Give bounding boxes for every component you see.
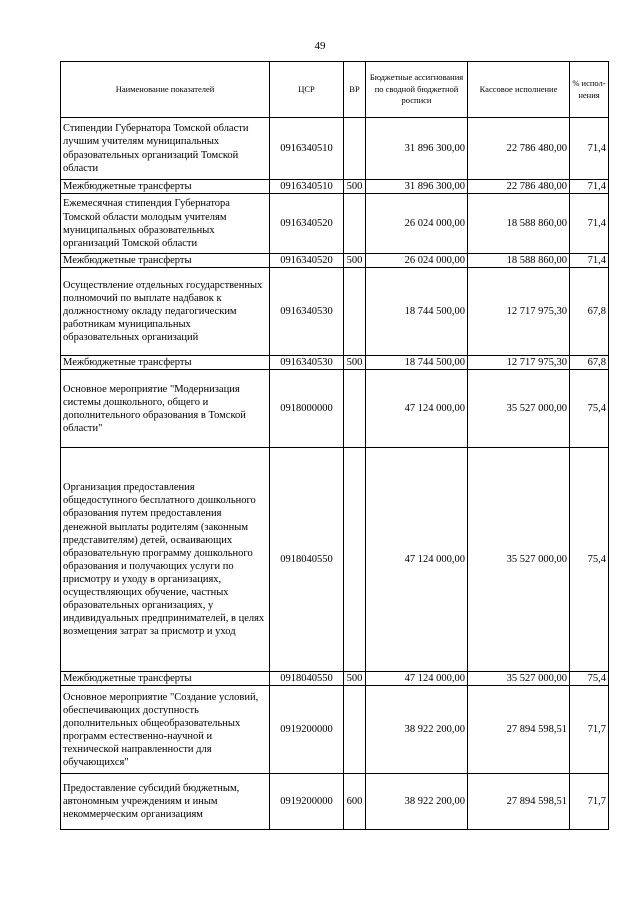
row-percent-cell: 71,7 — [570, 686, 609, 774]
row-allocations-cell: 31 896 300,00 — [366, 180, 468, 194]
row-csr-cell: 0919200000 — [270, 686, 344, 774]
row-vr-cell — [344, 686, 366, 774]
row-allocations-cell: 31 896 300,00 — [366, 118, 468, 180]
row-percent-cell: 71,4 — [570, 118, 609, 180]
row-percent-cell: 67,8 — [570, 268, 609, 356]
row-percent-cell: 67,8 — [570, 356, 609, 370]
row-allocations-cell: 47 124 000,00 — [366, 370, 468, 448]
row-cash-execution-cell: 22 786 480,00 — [468, 180, 570, 194]
row-name-cell: Межбюджетные трансферты — [61, 356, 270, 370]
table-row — [61, 118, 609, 180]
header-cash-execution: Кассовое исполнение — [468, 62, 570, 118]
row-vr-cell: 500 — [344, 180, 366, 194]
row-allocations-cell: 38 922 200,00 — [366, 774, 468, 830]
header-csr: ЦСР — [270, 62, 344, 118]
row-percent-cell: 75,4 — [570, 672, 609, 686]
table-header-row — [61, 62, 609, 118]
row-vr-cell — [344, 370, 366, 448]
row-percent-cell: 75,4 — [570, 370, 609, 448]
row-vr-cell: 500 — [344, 254, 366, 268]
row-csr-cell: 0916340520 — [270, 254, 344, 268]
header-vr: ВР — [344, 62, 366, 118]
table-row — [61, 774, 609, 830]
row-cash-execution-cell: 35 527 000,00 — [468, 672, 570, 686]
table-row — [61, 686, 609, 774]
page-number: 49 — [314, 40, 326, 52]
row-allocations-cell: 26 024 000,00 — [366, 254, 468, 268]
table-row — [61, 370, 609, 448]
row-csr-cell: 0918040550 — [270, 448, 344, 672]
row-name-cell: Ежемесячная стипендия Губернатора Томской области молодым учителям муниципальных образовательных организаций Томской области — [61, 194, 270, 254]
row-csr-cell: 0916340530 — [270, 268, 344, 356]
row-vr-cell — [344, 268, 366, 356]
row-allocations-cell: 47 124 000,00 — [366, 448, 468, 672]
row-csr-cell: 0916340520 — [270, 194, 344, 254]
row-csr-cell: 0916340530 — [270, 356, 344, 370]
row-percent-cell: 71,7 — [570, 774, 609, 830]
row-allocations-cell: 47 124 000,00 — [366, 672, 468, 686]
header-execution-percent: % испол-нения — [570, 62, 609, 118]
table-row — [61, 180, 609, 194]
header-name: Наименование показателей — [61, 62, 270, 118]
row-vr-cell — [344, 118, 366, 180]
row-allocations-cell: 18 744 500,00 — [366, 268, 468, 356]
table-row — [61, 194, 609, 254]
row-cash-execution-cell: 22 786 480,00 — [468, 118, 570, 180]
row-allocations-cell: 18 744 500,00 — [366, 356, 468, 370]
row-percent-cell: 71,4 — [570, 194, 609, 254]
row-name-cell: Стипендии Губернатора Томской области лучшим учителям муниципальных образовательных организаций Томской области — [61, 118, 270, 180]
row-vr-cell — [344, 448, 366, 672]
row-allocations-cell: 38 922 200,00 — [366, 686, 468, 774]
row-vr-cell: 500 — [344, 672, 366, 686]
row-cash-execution-cell: 27 894 598,51 — [468, 686, 570, 774]
row-vr-cell: 600 — [344, 774, 366, 830]
row-csr-cell: 0918040550 — [270, 672, 344, 686]
row-name-cell: Организация предоставления общедоступного бесплатного дошкольного образования путем предоставления денежной выплаты родителям (законным представителям) детей, осваивающих образовательную программу дошкольного образования и получающих услуги по присмотру и уходу в организациях, осуществляющих обучение, частных образовательных организациях, у индивидуальных предпринимателей, в целях возмещения затрат за присмотр и уход — [61, 448, 270, 672]
row-percent-cell: 75,4 — [570, 448, 609, 672]
row-csr-cell: 0916340510 — [270, 180, 344, 194]
row-csr-cell: 0919200000 — [270, 774, 344, 830]
table-row — [61, 268, 609, 356]
row-cash-execution-cell: 27 894 598,51 — [468, 774, 570, 830]
row-name-cell: Основное мероприятие "Создание условий, обеспечивающих доступность дополнительных общеобразовательных программ естественно-научной и технической направленности для обучающихся" — [61, 686, 270, 774]
row-name-cell: Предоставление субсидий бюджетным, автономным учреждениям и иным некоммерческим организациям — [61, 774, 270, 830]
table-row — [61, 448, 609, 672]
table-row — [61, 356, 609, 370]
row-allocations-cell: 26 024 000,00 — [366, 194, 468, 254]
header-allocations: Бюджетные ассигнования по сводной бюджетной росписи — [366, 62, 468, 118]
row-vr-cell: 500 — [344, 356, 366, 370]
row-csr-cell: 0918000000 — [270, 370, 344, 448]
row-name-cell: Межбюджетные трансферты — [61, 672, 270, 686]
row-percent-cell: 71,4 — [570, 254, 609, 268]
row-cash-execution-cell: 18 588 860,00 — [468, 254, 570, 268]
row-csr-cell: 0916340510 — [270, 118, 344, 180]
row-cash-execution-cell: 35 527 000,00 — [468, 448, 570, 672]
row-cash-execution-cell: 35 527 000,00 — [468, 370, 570, 448]
table-row — [61, 672, 609, 686]
row-name-cell: Межбюджетные трансферты — [61, 180, 270, 194]
row-name-cell: Основное мероприятие "Модернизация системы дошкольного, общего и дополнительного образования в Томской области" — [61, 370, 270, 448]
budget-execution-table — [60, 61, 609, 830]
row-name-cell: Межбюджетные трансферты — [61, 254, 270, 268]
row-cash-execution-cell: 18 588 860,00 — [468, 194, 570, 254]
row-percent-cell: 71,4 — [570, 180, 609, 194]
row-cash-execution-cell: 12 717 975,30 — [468, 356, 570, 370]
row-vr-cell — [344, 194, 366, 254]
table-row — [61, 254, 609, 268]
row-cash-execution-cell: 12 717 975,30 — [468, 268, 570, 356]
row-name-cell: Осуществление отдельных государственных полномочий по выплате надбавок к должностному окладу педагогическим работникам муниципальных образовательных организаций — [61, 268, 270, 356]
